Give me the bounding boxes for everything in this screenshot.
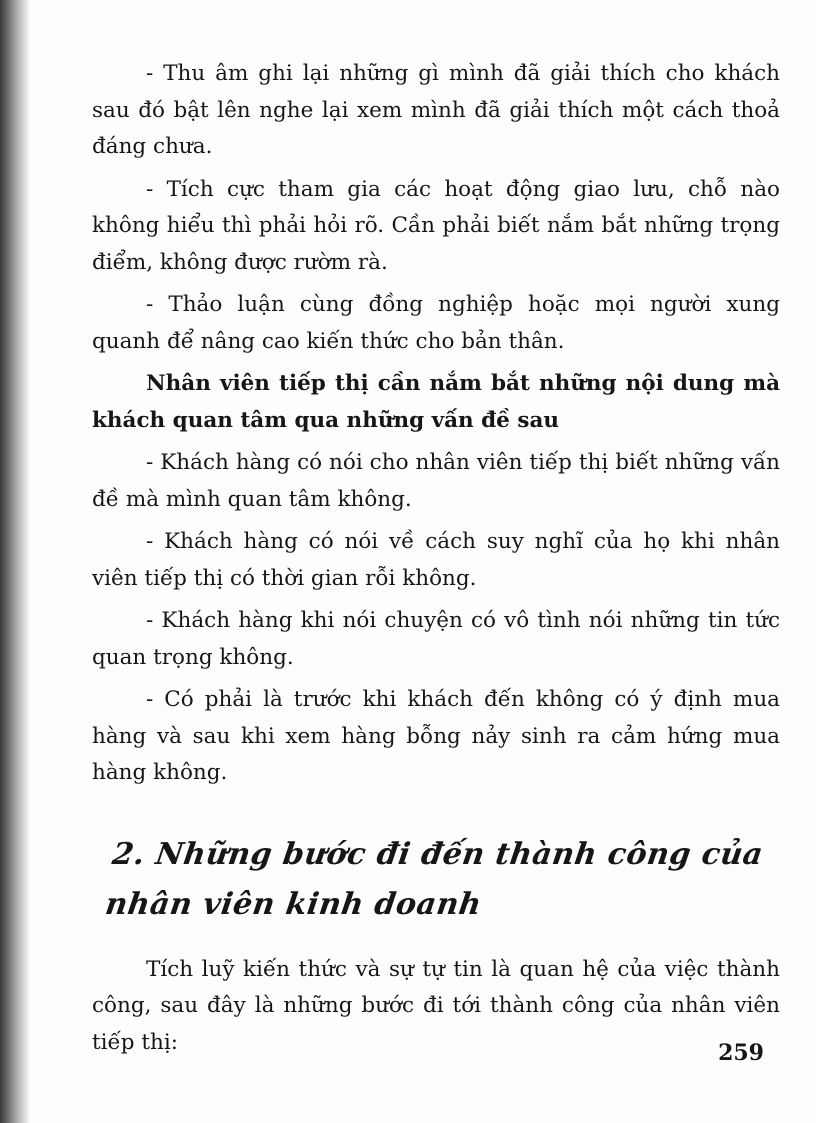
bullet-paragraph-important-news: - Khách hàng khi nói chuyện có vô tình nói những tin tức quan trọng không. [92, 608, 780, 670]
bullet-paragraph-thoughts: - Khách hàng có nói về cách suy nghĩ của họ khi nhân viên tiếp thị có thời gian rỗi không. [92, 529, 780, 591]
bullet-paragraph-impulse: - Có phải là trước khi khách đến không có ý định mua hàng và sau khi xem hàng bỗng nảy sinh ra cảm hứng mua hàng không. [92, 687, 780, 785]
section-heading: 2. Những bước đi đến thành công của nhân viên kinh doanh [103, 836, 766, 922]
bullet-paragraph-discuss: - Thảo luận cùng đồng nghiệp hoặc mọi người xung quanh để nâng cao kiến thức cho bản thân. [92, 292, 780, 354]
bold-subheading: Nhân viên tiếp thị cần nắm bắt những nội dung mà khách quan tâm qua những vấn đề sau [92, 371, 780, 433]
bullet-paragraph-record: - Thu âm ghi lại những gì mình đã giải thích cho khách sau đó bật lên nghe lại xem mình đã giải thích một cách thoả đáng chưa. [92, 61, 780, 159]
binding-shadow [0, 0, 30, 1123]
bullet-paragraph-participate: - Tích cực tham gia các hoạt động giao lưu, chỗ nào không hiểu thì phải hỏi rõ. Cần phải biết nắm bắt những trọng điểm, không được rườm rà. [92, 176, 780, 275]
intro-paragraph: Tích luỹ kiến thức và sự tự tin là quan hệ của việc thành công, sau đây là những bước đi tới thành công của nhân viên tiếp thị: [92, 956, 780, 1055]
bullet-paragraph-concerns: - Khách hàng có nói cho nhân viên tiếp thị biết những vấn đề mà mình quan tâm không. [92, 450, 780, 512]
page-content [92, 56, 780, 1067]
page-number: 259 [718, 1040, 764, 1066]
